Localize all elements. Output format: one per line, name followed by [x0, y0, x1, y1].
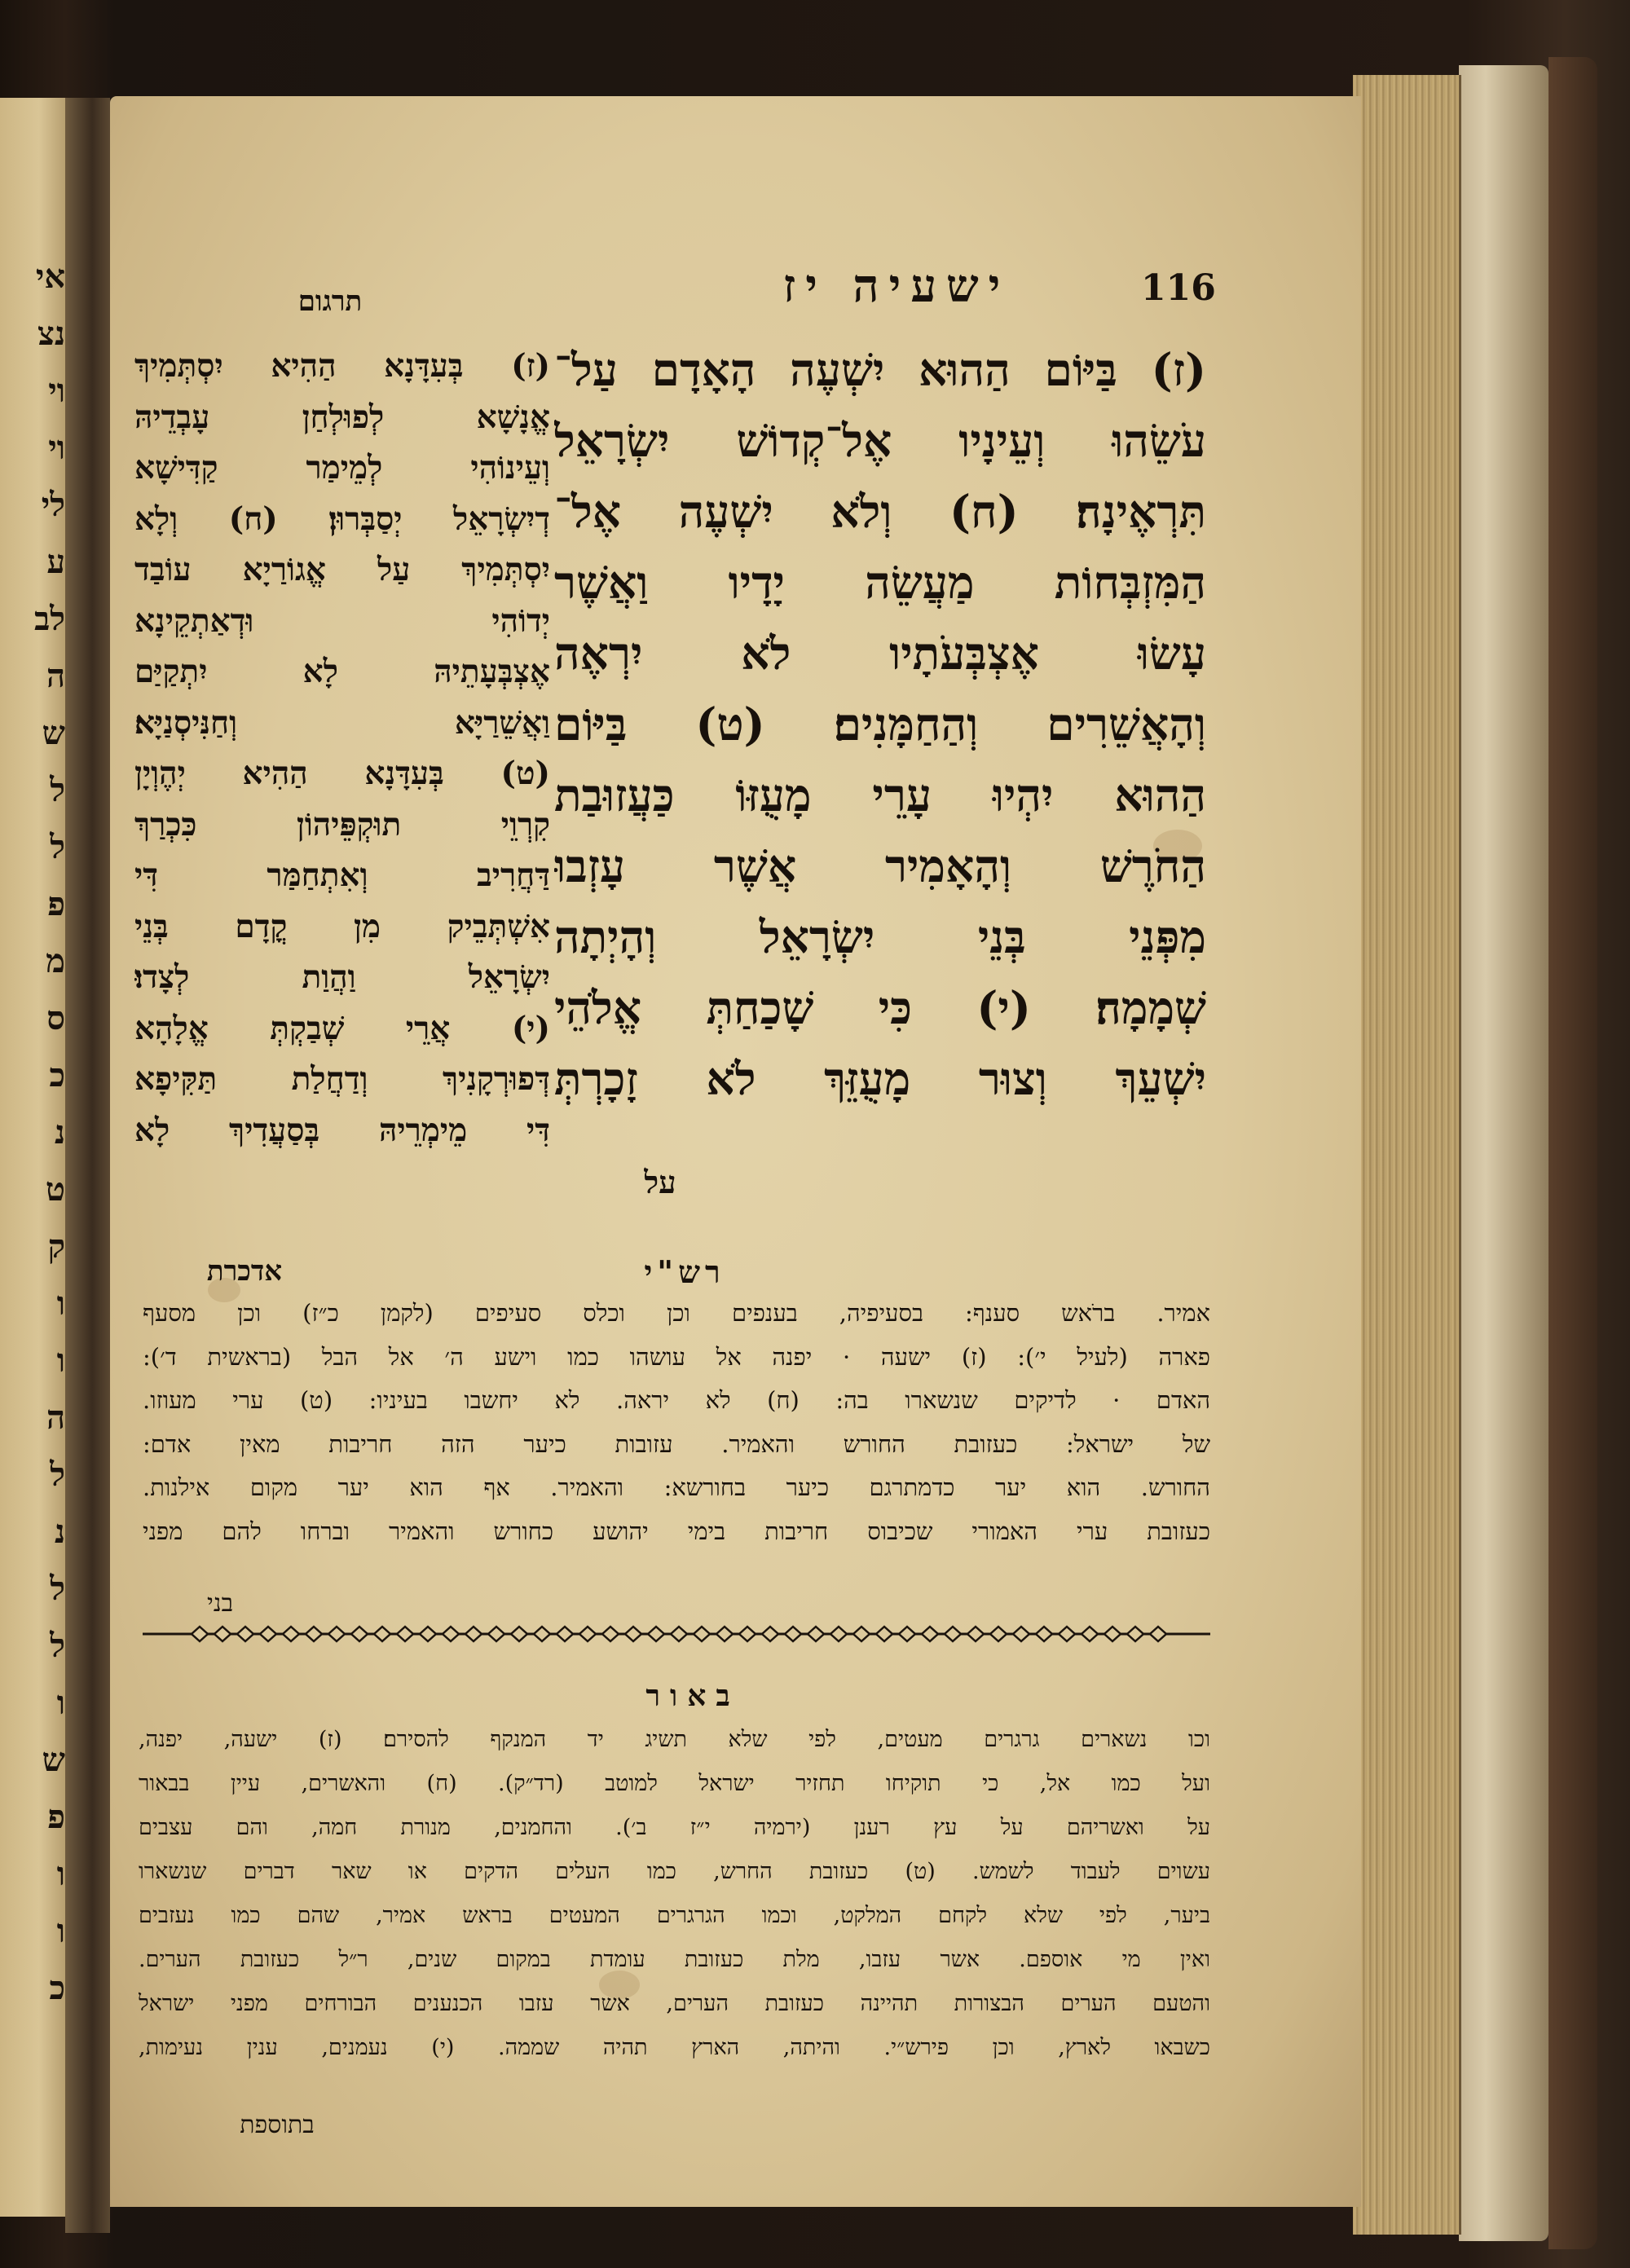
previous-page-char: פ [47, 885, 65, 923]
previous-page-char: ו [56, 1684, 65, 1722]
scripture-line: הַהוּא יִהְיוּ עָרֵי מָעֻזּוֹ כַּעֲזוּבַת [554, 768, 1206, 821]
rashi-line: האדם · לדיקים שנשארו בה: (ח) לא יראה. לא יחשבו בעיניו: (ט) ערי מעוזו. [143, 1386, 1210, 1414]
biur-line: על ואשריהם על עץ רענן (ירמיה י״ז ב׳). והחמנים, מנורת חמה, והם עצבים [139, 1815, 1210, 1840]
divider-diamond [967, 1627, 984, 1641]
previous-page-char: ע [46, 543, 65, 581]
divider-diamond [351, 1627, 368, 1641]
divider-diamond [214, 1627, 231, 1641]
targum-line: אִשְׁתְּבֵיק מִן קֳדָם בְּנֵי [134, 907, 550, 945]
divider-diamond [1059, 1627, 1075, 1641]
targum-line: דְּפוּרְקָנִיךְ וְדַחֲלַת תַּקִּיפָא [134, 1060, 550, 1098]
previous-page-char: ס [46, 999, 65, 1037]
divider-diamond [443, 1627, 459, 1641]
divider-diamond [488, 1627, 504, 1641]
divider-diamond [648, 1627, 664, 1641]
biur-line: כשבאו לארץ, וכן פירש״י. והיתה, הארץ תהיה שממה. (י) נעמנים, ענין נעימות, [139, 2035, 1210, 2060]
divider-diamond [1150, 1627, 1166, 1641]
divider-diamond [762, 1627, 778, 1641]
scripture-line: וְהָאֲשֵׁרִים וְהַחַמָּנִים׃ (ט) בַּיּוֹם [554, 698, 1206, 751]
previous-page-char: נ [54, 1513, 65, 1551]
running-head: ישעיה יז [782, 259, 1011, 313]
divider-diamond [945, 1627, 961, 1641]
previous-page-char: ה [46, 657, 65, 695]
divider-diamond [1036, 1627, 1052, 1641]
targum-line: אֶצְבְּעָתֵיהּ לָא יִתְקַיַּם [134, 653, 550, 690]
targum-line: יְדוֹהִי וּדְאַתְקֵינָא [134, 601, 550, 640]
scripture-line: עָשׂוּ אֶצְבְּעֹתָיו לֹא יִרְאֶה [554, 627, 1206, 680]
divider-diamond [511, 1627, 527, 1641]
previous-page-char: מ [46, 942, 65, 980]
divider-diamond [306, 1627, 322, 1641]
divider-diamond [397, 1627, 413, 1641]
scripture-line: הַחֹרֶשׁ וְהָאָמִיר אֲשֶׁר עָזְבוּ [554, 839, 1206, 892]
divider-diamond [1127, 1627, 1143, 1641]
biur-line: עשוים לעבוד לשמש. (ט) כעזובת החרש, כמו העלים הדקים או שאר דברים שנשארו [139, 1859, 1210, 1884]
divider-diamond [192, 1627, 208, 1641]
targum-line: אֱנָשָׁא לְפוּלְחַן עָבְדֵיהּ [134, 398, 550, 436]
divider-diamond [899, 1627, 915, 1641]
divider-diamond [853, 1627, 870, 1641]
biur-line: ביער, לפי שלא לקחם המלקט, וכמו הגרגרים המעטים בראש אמיר, שהם כמו נעזבים [139, 1903, 1210, 1928]
previous-page-char: פ [47, 1798, 65, 1836]
divider-diamond [1104, 1627, 1121, 1641]
previous-page-char: ש [42, 1741, 65, 1779]
targum-line: (י) אֲרֵי שְׁבַקְתְּ אֱלָהָא [134, 1009, 550, 1047]
book-cover-board [1459, 65, 1548, 2241]
previous-page-char: כ [49, 1969, 65, 2007]
previous-page-char: ל [50, 1627, 65, 1665]
rashi-line: החורש. הוא יער כדמתרגם כיער בחורשא: והאמיר. אף הוא יער מקום אילנות. [143, 1473, 1210, 1501]
rashi-heading: רש"י [644, 1253, 725, 1290]
biur-commentary-block [139, 1718, 1210, 2070]
scripture-line: מִפְּנֵי בְּנֵי יִשְׂרָאֵל וְהָיְתָה [554, 910, 1206, 963]
biur-line: והטעם הערים הבצורות תהיינה כעזובת הערים, אשר עזבו הכנענים הבורחים מפני ישראל [139, 1991, 1210, 2016]
divider-diamond [922, 1627, 938, 1641]
previous-page-char: וי [48, 429, 65, 467]
divider-diamond [374, 1627, 390, 1641]
previous-page-char: ק [47, 1227, 65, 1266]
page-number: 116 [1141, 267, 1216, 309]
rashi-commentary-block [143, 1292, 1210, 1553]
targum-line: וְעֵינוֹהִי לְמֵימַר קַדִּישָׁא [134, 449, 550, 487]
divider-diamond [534, 1627, 550, 1641]
biur-catchword: בתוספת [240, 2111, 315, 2139]
previous-page-char: ו [56, 1284, 65, 1323]
divider-diamond [694, 1627, 710, 1641]
divider-diamond [260, 1627, 276, 1641]
previous-page-char: ש [42, 714, 65, 752]
divider-diamond [625, 1627, 641, 1641]
divider-diamond [579, 1627, 596, 1641]
divider-diamond [237, 1627, 253, 1641]
previous-page-char: לב [34, 600, 65, 638]
scripture-line: הַמִּזְבְּחוֹת מַעֲשֵׂה יָדָיו וַאֲשֶׁר [554, 556, 1206, 609]
rashi-catchword: בני [206, 1589, 234, 1618]
biur-line: ואין מי אוספם. אשר עזבו, מלת כעזובת עומדת במקום שנים, ר״ל כעזובת הערים. [139, 1947, 1210, 1972]
rashi-line: אמיר. ברֹאש סענף: בסעיפיה, בענפים וכן וכלס סעיפים (לקמן כ״ז) וכן מסעף [143, 1299, 1210, 1327]
divider-diamond [785, 1627, 801, 1641]
page-block-edges [1353, 75, 1461, 2235]
divider-diamond [602, 1627, 619, 1641]
targum-line: וַאֲשֵׁרַיָּא וְחַנִּיסְנַיָּא׃ [134, 703, 550, 742]
previous-page-char: אי [35, 258, 65, 296]
biur-line: וכו נשארים גרגרים מעטים, לפי שלא תשיג יד המנקף להסירם׃ (ז) ישעה, יפנה, [139, 1727, 1210, 1752]
targum-line: יִסְתְּמִיךְ עַל אֱגוֹרַיָא עוֹבַד [134, 551, 550, 588]
divider-diamond [808, 1627, 824, 1641]
previous-page-char: וי [48, 372, 65, 410]
scripture-line: יִשְׁעֵךְ וְצוּר מָעֻזֵּךְ לֹא זָכָרְתְּ [554, 1052, 1206, 1105]
biur-heading: באור [645, 1679, 740, 1713]
previous-page-edge [0, 98, 65, 2217]
previous-page-char: ל [50, 1455, 65, 1494]
biur-line: ועל כמו אל, כי תוקיחו תחזיר ישראל למוטב (רד״ק). (ח) והאשרים, עיין בבאור [139, 1771, 1210, 1796]
previous-page-char: ו [56, 1341, 65, 1380]
divider-diamond [876, 1627, 892, 1641]
divider-diamond [830, 1627, 847, 1641]
scripture-line: עֹשֵׂהוּ וְעֵינָיו אֶל־קְדוֹשׁ יִשְׂרָאֵל [554, 414, 1206, 467]
previous-page-char: ט [45, 1170, 65, 1209]
divider-diamond [716, 1627, 733, 1641]
targum-catchword: אדכרת [206, 1255, 283, 1288]
divider-diamond [1082, 1627, 1098, 1641]
divider-diamond [465, 1627, 482, 1641]
scripture-text-block [554, 334, 1206, 1114]
previous-page-char: נצ [37, 315, 65, 353]
ornamental-divider [143, 1622, 1210, 1646]
divider-diamond [739, 1627, 756, 1641]
targum-line: דְיִשְׂרָאֵל יְסַבְּרוּן׃ (ח) וְלָא [134, 500, 550, 538]
divider-diamond [283, 1627, 299, 1641]
book-gutter [65, 98, 110, 2233]
scripture-line: שְׁמָמָה׃ (י) כִּי שָׁכַחַתְּ אֱלֹהֵי [554, 981, 1206, 1034]
targum-column-heading: תרגום [297, 285, 363, 318]
previous-page-char: ה [46, 1398, 65, 1437]
rashi-line: כעזובת ערי האמורי שכיבוס חריבות בימי יהושע כחורש והאמיר וברחו להם מפני [143, 1517, 1210, 1545]
targum-text-block [134, 341, 550, 1156]
rashi-line: פארה (לעיל י׳): (ז) ישעה · יפנה אל עושהו כמו וישע ה׳ אל הבל (בראשית ד׳): [143, 1342, 1210, 1371]
divider-diamond [671, 1627, 687, 1641]
scripture-line: (ז) בַּיּוֹם הַהוּא יִשְׁעֶה הָאָדָם עַל־ [554, 343, 1206, 396]
previous-page-char: נ [54, 1113, 65, 1152]
divider-diamond [557, 1627, 573, 1641]
divider-diamond [420, 1627, 436, 1641]
previous-page-char: ל [50, 828, 65, 866]
targum-line: דַּחֲרִיב וְאִתְחַמַּר דִּי [134, 857, 550, 894]
previous-page-char: כ [49, 1056, 65, 1094]
scripture-line: תִּרְאֶינָה׃ (ח) וְלֹא יִשְׁעֶה אֶל־ [554, 485, 1206, 538]
targum-line: דִּי מֵימְרֵיהּ בְּסַעֲדִיךְ לָא [134, 1111, 550, 1149]
rashi-line: של ישראל: כעזובת החורש והאמיר. עזובות כיער הזה חריבות מאין אדם: [143, 1429, 1210, 1458]
scripture-catchword: על [644, 1164, 676, 1200]
divider-diamond [990, 1627, 1007, 1641]
previous-page-char: ל [50, 1570, 65, 1608]
previous-page-char: ו [56, 1855, 65, 1893]
previous-page-char: ו [56, 1912, 65, 1950]
book-cover-edge [1548, 57, 1597, 2249]
divider-diamond [1013, 1627, 1029, 1641]
targum-line: (ט) בְּעִדָּנָא הַהִיא יְהֶוְיָן [134, 755, 550, 792]
previous-page-char: ל [50, 771, 65, 809]
targum-line: (ז) בְּעִדָּנָא הַהִיא יִסְתְּמִיךְ [134, 347, 550, 385]
divider-diamond [328, 1627, 345, 1641]
targum-line: יִשְׂרָאֵל וַהֲוַת לְצָדוּ׃ [134, 958, 550, 996]
targum-line: קִרְוֵי תוּקְפֵּיהוֹן כִּכְרַךְ [134, 805, 550, 843]
previous-page-char: לי [41, 486, 65, 524]
